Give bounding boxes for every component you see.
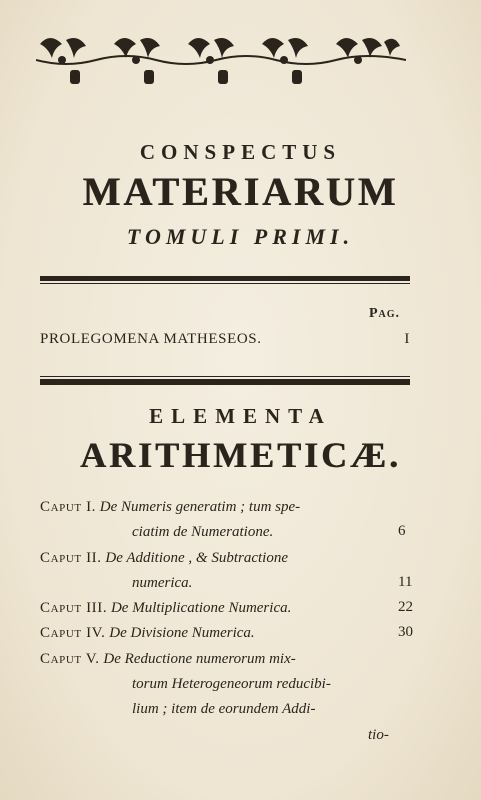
fleuron-ornament-band <box>36 30 406 94</box>
chapter-number: Caput II. <box>40 550 102 566</box>
chapter-title-line: De Multiplicatione Numerica. <box>110 600 292 616</box>
chapter-entry <box>40 549 288 567</box>
chapter-entry <box>40 599 291 617</box>
chapter-title-line: numerica. <box>132 575 193 591</box>
catchword: tio- <box>368 727 389 743</box>
chapter-title-line: De Numeris generatim ; tum spe- <box>99 499 301 515</box>
heading-tomuli-primi: TOMULI PRIMI. <box>126 224 355 249</box>
chapter-page: 6 <box>398 523 406 539</box>
toc-entry-prolegomena <box>40 331 412 348</box>
chapter-title-line: De Divisione Numerica. <box>109 625 255 641</box>
chapter-entry <box>40 650 296 668</box>
chapter-title-line: De Additione , & Subtractione <box>105 550 288 566</box>
chapter-number: Caput III. <box>40 600 108 616</box>
toc-entry-page: I <box>404 331 410 347</box>
chapter-number: Caput V. <box>40 651 100 667</box>
chapter-page: 11 <box>398 574 413 590</box>
chapter-title-line: De Reductione numerorum mix- <box>103 651 296 667</box>
heading-materiarum: MATERIARUM <box>82 169 399 214</box>
chapter-number: Caput I. <box>40 499 97 515</box>
section-heading-arithmeticae: ARITHMETICÆ. <box>79 435 402 475</box>
double-rule-middle <box>40 376 410 385</box>
double-rule-top <box>40 276 410 284</box>
chapter-entry <box>40 498 300 516</box>
chapter-entry <box>40 624 255 642</box>
heading-conspectus: CONSPECTUS <box>139 140 342 164</box>
chapter-title-line: lium ; item de eorundem Addi- <box>132 701 316 717</box>
pag-column-label: Pag. <box>369 306 401 321</box>
chapter-number: Caput IV. <box>40 625 106 641</box>
chapter-title-line: ciatim de Numeratione. <box>132 524 274 540</box>
chapter-title-line: torum Heterogeneorum reducibi- <box>132 676 331 692</box>
chapter-page: 22 <box>398 599 413 615</box>
section-heading-elementa: ELEMENTA <box>149 404 332 428</box>
chapter-page: 30 <box>398 624 413 640</box>
toc-entry-title: PROLEGOMENA MATHESEOS. <box>40 331 262 347</box>
